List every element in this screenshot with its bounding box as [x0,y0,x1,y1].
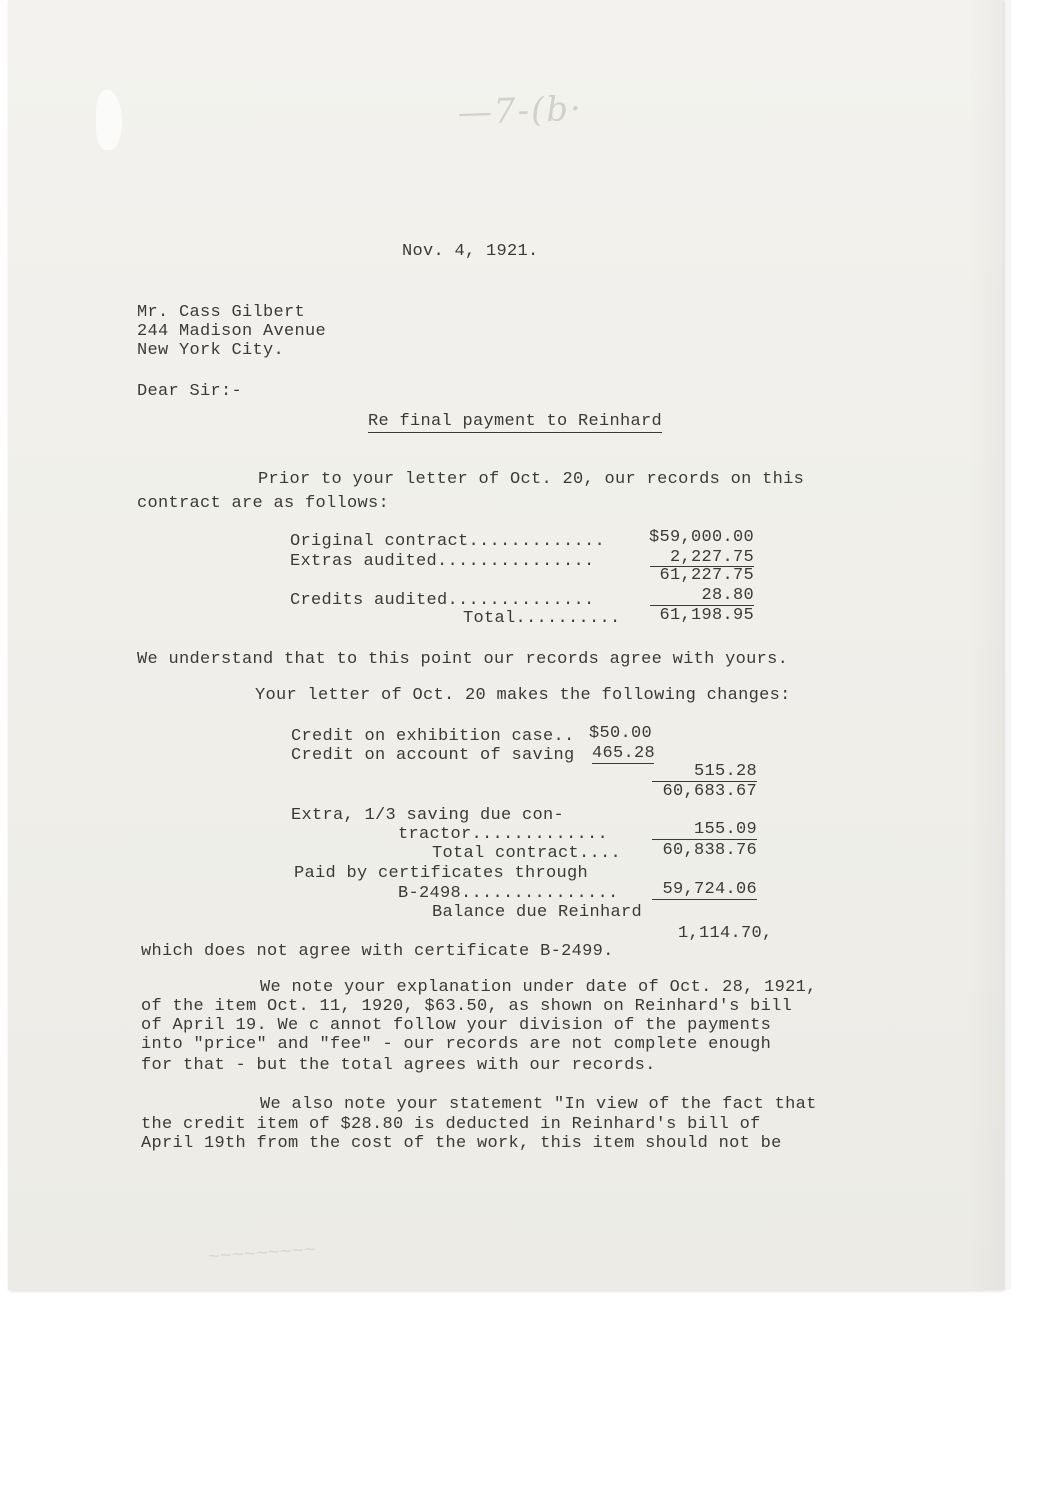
para2: We understand that to this point our records agree with yours. [137,650,789,669]
pencil-annotation: —7-(b· [457,88,584,134]
salutation: Dear Sir:- [137,382,243,401]
para5-line2: of the item Oct. 11, 1920, $63.50, as shown on Reinhard's bill [141,997,793,1016]
para6-line3: April 19th from the cost of the work, this item should not be [141,1134,782,1153]
ledger2-credit1-label: Credit on exhibition case.. [291,727,575,746]
para5-line1: We note your explanation under date of Oct. 28, 1921, [260,978,817,997]
ledger2-paid-line2: B-2498............... [398,884,619,903]
para6-line2: the credit item of $28.80 is deducted in Reinhard's bill of [141,1115,761,1134]
para5-line4: into "price" and "fee" - our records are not complete enough [141,1035,772,1054]
ledger1-extras-label: Extras audited............... [290,552,595,571]
ledger2-extra-line2: tractor............. [398,825,609,844]
ledger2-paid-line1: Paid by certificates through [294,864,589,883]
ledger1-total-label: Total.......... [463,609,621,628]
subject-line: Re final payment to Reinhard [368,412,663,431]
ledger2-rule3 [652,839,757,840]
paper-tear [96,90,122,150]
ledger2-balance-label: Balance due Reinhard [432,903,643,922]
para6-line1: We also note your statement "In view of the fact that [260,1095,817,1114]
ledger2-credit-sum: 515.28 [693,762,757,781]
ledger2-total-value: 60,838.76 [662,841,757,860]
ledger1-credits-label: Credits audited.............. [290,591,595,610]
faded-stamp: ~~~~~~~~~ [207,1239,317,1270]
ledger1-total-value: 61,198.95 [659,606,754,625]
ledger2-total-label: Total contract.... [432,844,622,863]
ledger1-subtotal: 61,227.75 [659,566,754,585]
para5-line5: for that - but the total agrees with our records. [141,1056,656,1075]
ledger2-extra-line1: Extra, 1/3 saving due con- [291,806,565,825]
ledger1-extras-value: 2,227.75 [669,548,754,567]
letter-date: Nov. 4, 1921. [402,242,539,261]
ledger2-credit2-label: Credit on account of saving [291,746,575,765]
ledger1-original-label: Original contract............. [290,532,606,551]
ledger2-balance-value: 1,114.70, [678,924,773,943]
ledger2-extra-value: 155.09 [693,820,757,839]
ledger2-subtotal: 60,683.67 [662,782,757,801]
para1-line1: Prior to your letter of Oct. 20, our records on this [258,470,805,489]
ledger2-paid-value: 59,724.06 [662,880,757,899]
para3: Your letter of Oct. 20 makes the following changes: [255,686,791,705]
ledger1-credits-value: 28.80 [701,586,754,605]
recipient-street: 244 Madison Avenue [137,322,327,341]
para4: which does not agree with certificate B-2499. [141,942,614,961]
ledger1-original-value: $59,000.00 [648,528,754,547]
recipient-city: New York City. [137,341,285,360]
para5-line3: of April 19. We c annot follow your division of the payments [141,1016,772,1035]
recipient-name: Mr. Cass Gilbert [137,303,306,322]
ledger2-credit1-value: $50.00 [589,724,653,743]
ledger2-credit2-value: 465.28 [592,744,656,763]
ledger2-rule4 [652,899,757,900]
paper-edge [968,0,1011,1290]
para1-line2: contract are as follows: [137,494,390,513]
